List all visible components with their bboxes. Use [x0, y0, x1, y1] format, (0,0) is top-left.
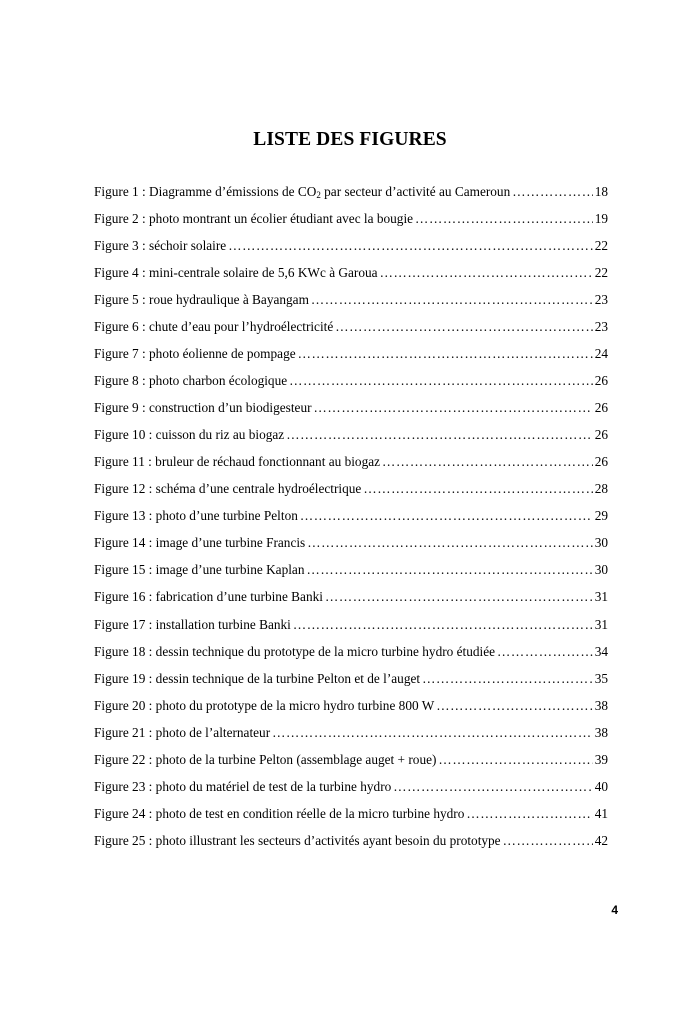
figure-page-number: 34 [594, 643, 608, 659]
dot-leader [314, 398, 593, 418]
figure-page-number: 24 [594, 346, 608, 362]
dot-leader [415, 209, 593, 229]
list-item [94, 533, 608, 560]
figure-caption [94, 182, 510, 202]
figure-page-number: 18 [594, 184, 608, 199]
figure-caption [94, 696, 434, 716]
figure-caption [94, 750, 436, 770]
figure-caption-text: Figure 9 : construction d’un biodigesteur [94, 400, 312, 416]
figure-caption-text: Figure 19 : dessin technique de la turbine Pelton et de l’auget [94, 670, 421, 686]
figure-caption-text: Figure 18 : dessin technique du prototype de la micro turbine hydro étudiée [94, 643, 496, 659]
dot-leader [466, 804, 592, 824]
figure-caption [94, 344, 296, 364]
figure-page-number: 38 [594, 724, 608, 740]
figure-caption-text: Figure 22 : photo de la turbine Pelton (assemblage auget + roue) [94, 751, 437, 767]
figure-caption-text: Figure 23 : photo du matériel de test de la turbine hydro [94, 778, 392, 794]
figure-page-number: 22 [594, 238, 608, 254]
dot-leader [382, 452, 593, 472]
figure-caption [94, 723, 270, 743]
figure-caption-text: Figure 25 : photo illustrant les secteurs d’activités ayant besoin du prototype [94, 832, 501, 848]
figure-page-number: 29 [594, 508, 608, 524]
list-item [94, 371, 608, 398]
figure-caption-text: Figure 13 : photo d’une turbine Pelton [94, 508, 298, 524]
dot-leader [300, 506, 593, 526]
dot-leader [363, 479, 592, 499]
figure-caption [94, 263, 378, 283]
figure-caption-text: Figure 10 : cuisson du riz au biogaz [94, 427, 285, 443]
figure-page-number: 23 [594, 319, 608, 335]
list-item [94, 696, 608, 723]
dot-leader [228, 236, 593, 256]
figure-caption-text: Figure 11 : bruleur de réchaud fonctionnant au biogaz [94, 454, 381, 470]
figure-page-number: 28 [594, 481, 608, 497]
page-number: 4 [611, 903, 618, 917]
list-item [94, 452, 608, 479]
figure-page-number: 19 [594, 211, 608, 227]
dot-leader [298, 344, 593, 364]
dot-leader [325, 587, 593, 607]
dot-leader [438, 750, 592, 770]
figure-page-number: 23 [594, 292, 608, 308]
figure-caption [94, 479, 361, 499]
figure-caption-text: Figure 14 : image d’une turbine Francis [94, 535, 306, 551]
figure-caption [94, 452, 380, 472]
dot-leader [503, 831, 593, 851]
figure-page-number: 40 [594, 778, 608, 794]
dot-leader [380, 263, 593, 283]
list-item [94, 236, 608, 263]
list-item [94, 831, 608, 858]
dot-leader [436, 696, 592, 716]
dot-leader [422, 669, 593, 689]
figure-caption [94, 398, 312, 418]
page-title: LISTE DES FIGURES [253, 129, 447, 151]
figure-list [94, 182, 608, 858]
dot-leader [293, 615, 593, 635]
list-item [94, 804, 608, 831]
figure-caption-text: par secteur d’activité au Cameroun [320, 184, 511, 199]
figure-caption-text: Figure 24 : photo de test en condition réelle de la micro turbine hydro [94, 805, 465, 821]
figure-caption [94, 560, 304, 580]
dot-leader [311, 290, 593, 310]
figure-caption-text: Figure 20 : photo du prototype de la micro hydro turbine 800 W [94, 697, 435, 713]
list-item [94, 669, 608, 696]
figure-caption-text: Figure 16 : fabrication d’une turbine Banki [94, 589, 323, 605]
figure-page-number: 26 [594, 400, 608, 416]
figure-page-number: 30 [594, 562, 608, 578]
dot-leader [512, 182, 592, 202]
figure-page-number: 35 [594, 670, 608, 686]
dot-leader [393, 777, 592, 797]
figure-caption [94, 236, 226, 256]
figure-caption [94, 371, 287, 391]
list-item [94, 750, 608, 777]
figure-page-number: 31 [594, 616, 608, 632]
figure-caption [94, 777, 391, 797]
figure-caption [94, 804, 464, 824]
figure-page-number: 30 [594, 535, 608, 551]
figure-page-number: 41 [594, 805, 608, 821]
figure-caption [94, 669, 420, 689]
figure-caption-text: Figure 7 : photo éolienne de pompage [94, 346, 296, 362]
dot-leader [286, 425, 593, 445]
list-item [94, 777, 608, 804]
figure-caption-text: Figure 2 : photo montrant un écolier étudiant avec la bougie [94, 211, 414, 227]
list-item [94, 615, 608, 642]
figure-caption-text: Figure 21 : photo de l’alternateur [94, 724, 271, 740]
list-item [94, 263, 608, 290]
list-item [94, 425, 608, 452]
figure-caption [94, 425, 284, 445]
figure-caption [94, 615, 291, 635]
figure-page-number: 26 [594, 427, 608, 443]
list-item [94, 723, 608, 750]
dot-leader [289, 371, 593, 391]
figure-caption [94, 209, 413, 229]
figure-caption [94, 317, 333, 337]
list-item [94, 209, 608, 236]
list-item [94, 398, 608, 425]
list-item [94, 642, 608, 669]
figure-caption-text: Figure 6 : chute d’eau pour l’hydroélectricité [94, 319, 334, 335]
figure-caption-text: Figure 3 : séchoir solaire [94, 238, 227, 254]
list-item [94, 182, 608, 209]
figure-caption-subscript: 2 [316, 190, 321, 200]
figure-page-number: 39 [594, 751, 608, 767]
dot-leader [307, 533, 592, 553]
figure-page-number: 38 [594, 697, 608, 713]
list-item [94, 344, 608, 371]
figure-caption-text: Figure 17 : installation turbine Banki [94, 616, 291, 632]
figure-page-number: 42 [594, 832, 608, 848]
figure-caption [94, 506, 298, 526]
list-item [94, 506, 608, 533]
figure-caption [94, 533, 305, 553]
figure-caption [94, 642, 495, 662]
figure-page-number: 31 [594, 589, 608, 605]
list-item [94, 317, 608, 344]
figure-page-number: 26 [594, 454, 608, 470]
figure-caption-text: Figure 4 : mini-centrale solaire de 5,6 KWc à Garoua [94, 265, 378, 281]
dot-leader [306, 560, 592, 580]
figure-page-number: 22 [594, 265, 608, 281]
figure-caption [94, 587, 323, 607]
dot-leader [335, 317, 592, 337]
figure-page-number: 26 [594, 373, 608, 389]
figure-caption-text: Figure 1 : Diagramme d’émissions de CO [94, 184, 317, 199]
figure-caption-text: Figure 12 : schéma d’une centrale hydroélectrique [94, 481, 362, 497]
figure-caption-text: Figure 5 : roue hydraulique à Bayangam [94, 292, 309, 308]
list-item [94, 290, 608, 317]
figure-caption [94, 831, 501, 851]
list-item [94, 587, 608, 614]
list-item [94, 479, 608, 506]
dot-leader [272, 723, 593, 743]
figure-caption [94, 290, 309, 310]
list-item [94, 560, 608, 587]
figure-caption-text: Figure 8 : photo charbon écologique [94, 373, 288, 389]
figure-caption-text: Figure 15 : image d’une turbine Kaplan [94, 562, 305, 578]
dot-leader [497, 642, 593, 662]
